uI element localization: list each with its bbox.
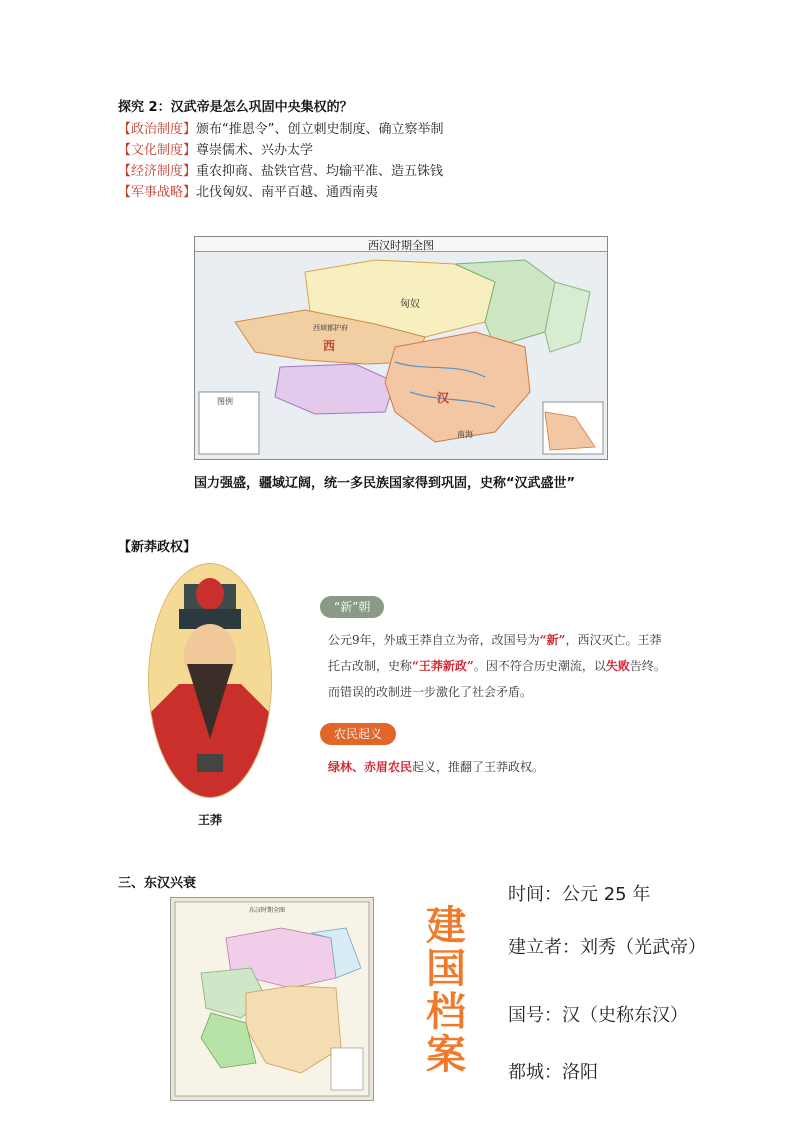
explore-item-economy — [118, 160, 443, 179]
map2-title: 东汉时期全图 — [249, 907, 286, 914]
para-text: 起义，推翻了王莽政权。 — [412, 760, 545, 774]
para-highlight: 绿林、赤眉农民 — [328, 760, 413, 774]
para-text: 。因不符合历史潮流，以 — [473, 659, 606, 673]
xin-heading: 【新莽政权】 — [118, 540, 197, 555]
para-highlight: “王莽新政” — [412, 659, 474, 673]
label-nanhai: 南海 — [457, 430, 473, 439]
label-legend: 图例 — [217, 397, 233, 406]
vertical-char: 国 — [426, 946, 466, 992]
eastern-han-heading: 三、东汉兴衰 — [118, 876, 197, 891]
explore-item-culture — [118, 139, 313, 158]
wang-mang-portrait — [148, 563, 272, 798]
map-graphic — [171, 898, 373, 1100]
info-time: 时间：公元 25 年 — [508, 884, 651, 905]
vertical-char: 档 — [426, 989, 466, 1035]
info-capital: 都城：洛阳 — [508, 1062, 598, 1083]
info-founder: 建立者：刘秀（光武帝） — [508, 937, 706, 958]
map-title: 西汉时期全图 — [195, 237, 607, 252]
para-highlight: “新” — [539, 633, 566, 647]
portrait-graphic — [149, 564, 271, 797]
label-xiongnu: 匈奴 — [400, 299, 420, 310]
eastern-han-map — [170, 897, 374, 1101]
label-han: 汉 — [437, 391, 450, 405]
info-name: 国号：汉（史称东汉） — [508, 1005, 688, 1026]
xin-dynasty-pill: “新”朝 — [320, 596, 384, 618]
explore-title: 探究 2：汉武帝是怎么巩固中央集权的？ — [118, 100, 353, 115]
vertical-char: 建 — [426, 903, 466, 949]
para-text: 公元9年，外戚王莽自立为帝，改国号为 — [328, 633, 540, 647]
western-han-map — [194, 236, 608, 460]
portrait-caption: 王莽 — [197, 813, 222, 827]
item-tag: 【政治制度】 — [118, 122, 197, 137]
para-highlight: 失败 — [605, 659, 630, 673]
item-tag: 【经济制度】 — [118, 164, 197, 179]
item-tag: 【文化制度】 — [118, 143, 197, 158]
explore-item-military — [118, 181, 378, 200]
vertical-title — [424, 905, 468, 1077]
label-xi: 西 — [323, 339, 336, 353]
explore-item-politics — [118, 118, 444, 137]
item-text: 北伐匈奴、南平百越、通西南夷 — [196, 185, 379, 200]
map-graphic — [195, 252, 607, 459]
para-text: ，西汉灭亡。王莽托古改制，史称 — [328, 633, 662, 673]
item-text: 重农抑商、盐铁官营、均输平准、造五铢钱 — [196, 164, 444, 179]
vertical-char: 案 — [426, 1032, 466, 1078]
item-text: 尊崇儒术、兴办太学 — [196, 143, 314, 158]
xin-paragraph — [328, 627, 668, 705]
label-xiyu: 西域都护府 — [313, 324, 348, 332]
peasant-uprising-pill: 农民起义 — [320, 723, 396, 745]
item-tag: 【军事战略】 — [118, 185, 197, 200]
para-text: 告终。而错误的改制进一步激化了社会矛盾。 — [328, 659, 666, 699]
uprising-paragraph — [328, 754, 668, 780]
item-text: 颁布“推恩令”、创立刺史制度、确立察举制 — [196, 122, 444, 137]
prosperity-caption: 国力强盛，疆域辽阔，统一多民族国家得到巩固，史称“汉武盛世” — [194, 476, 576, 491]
